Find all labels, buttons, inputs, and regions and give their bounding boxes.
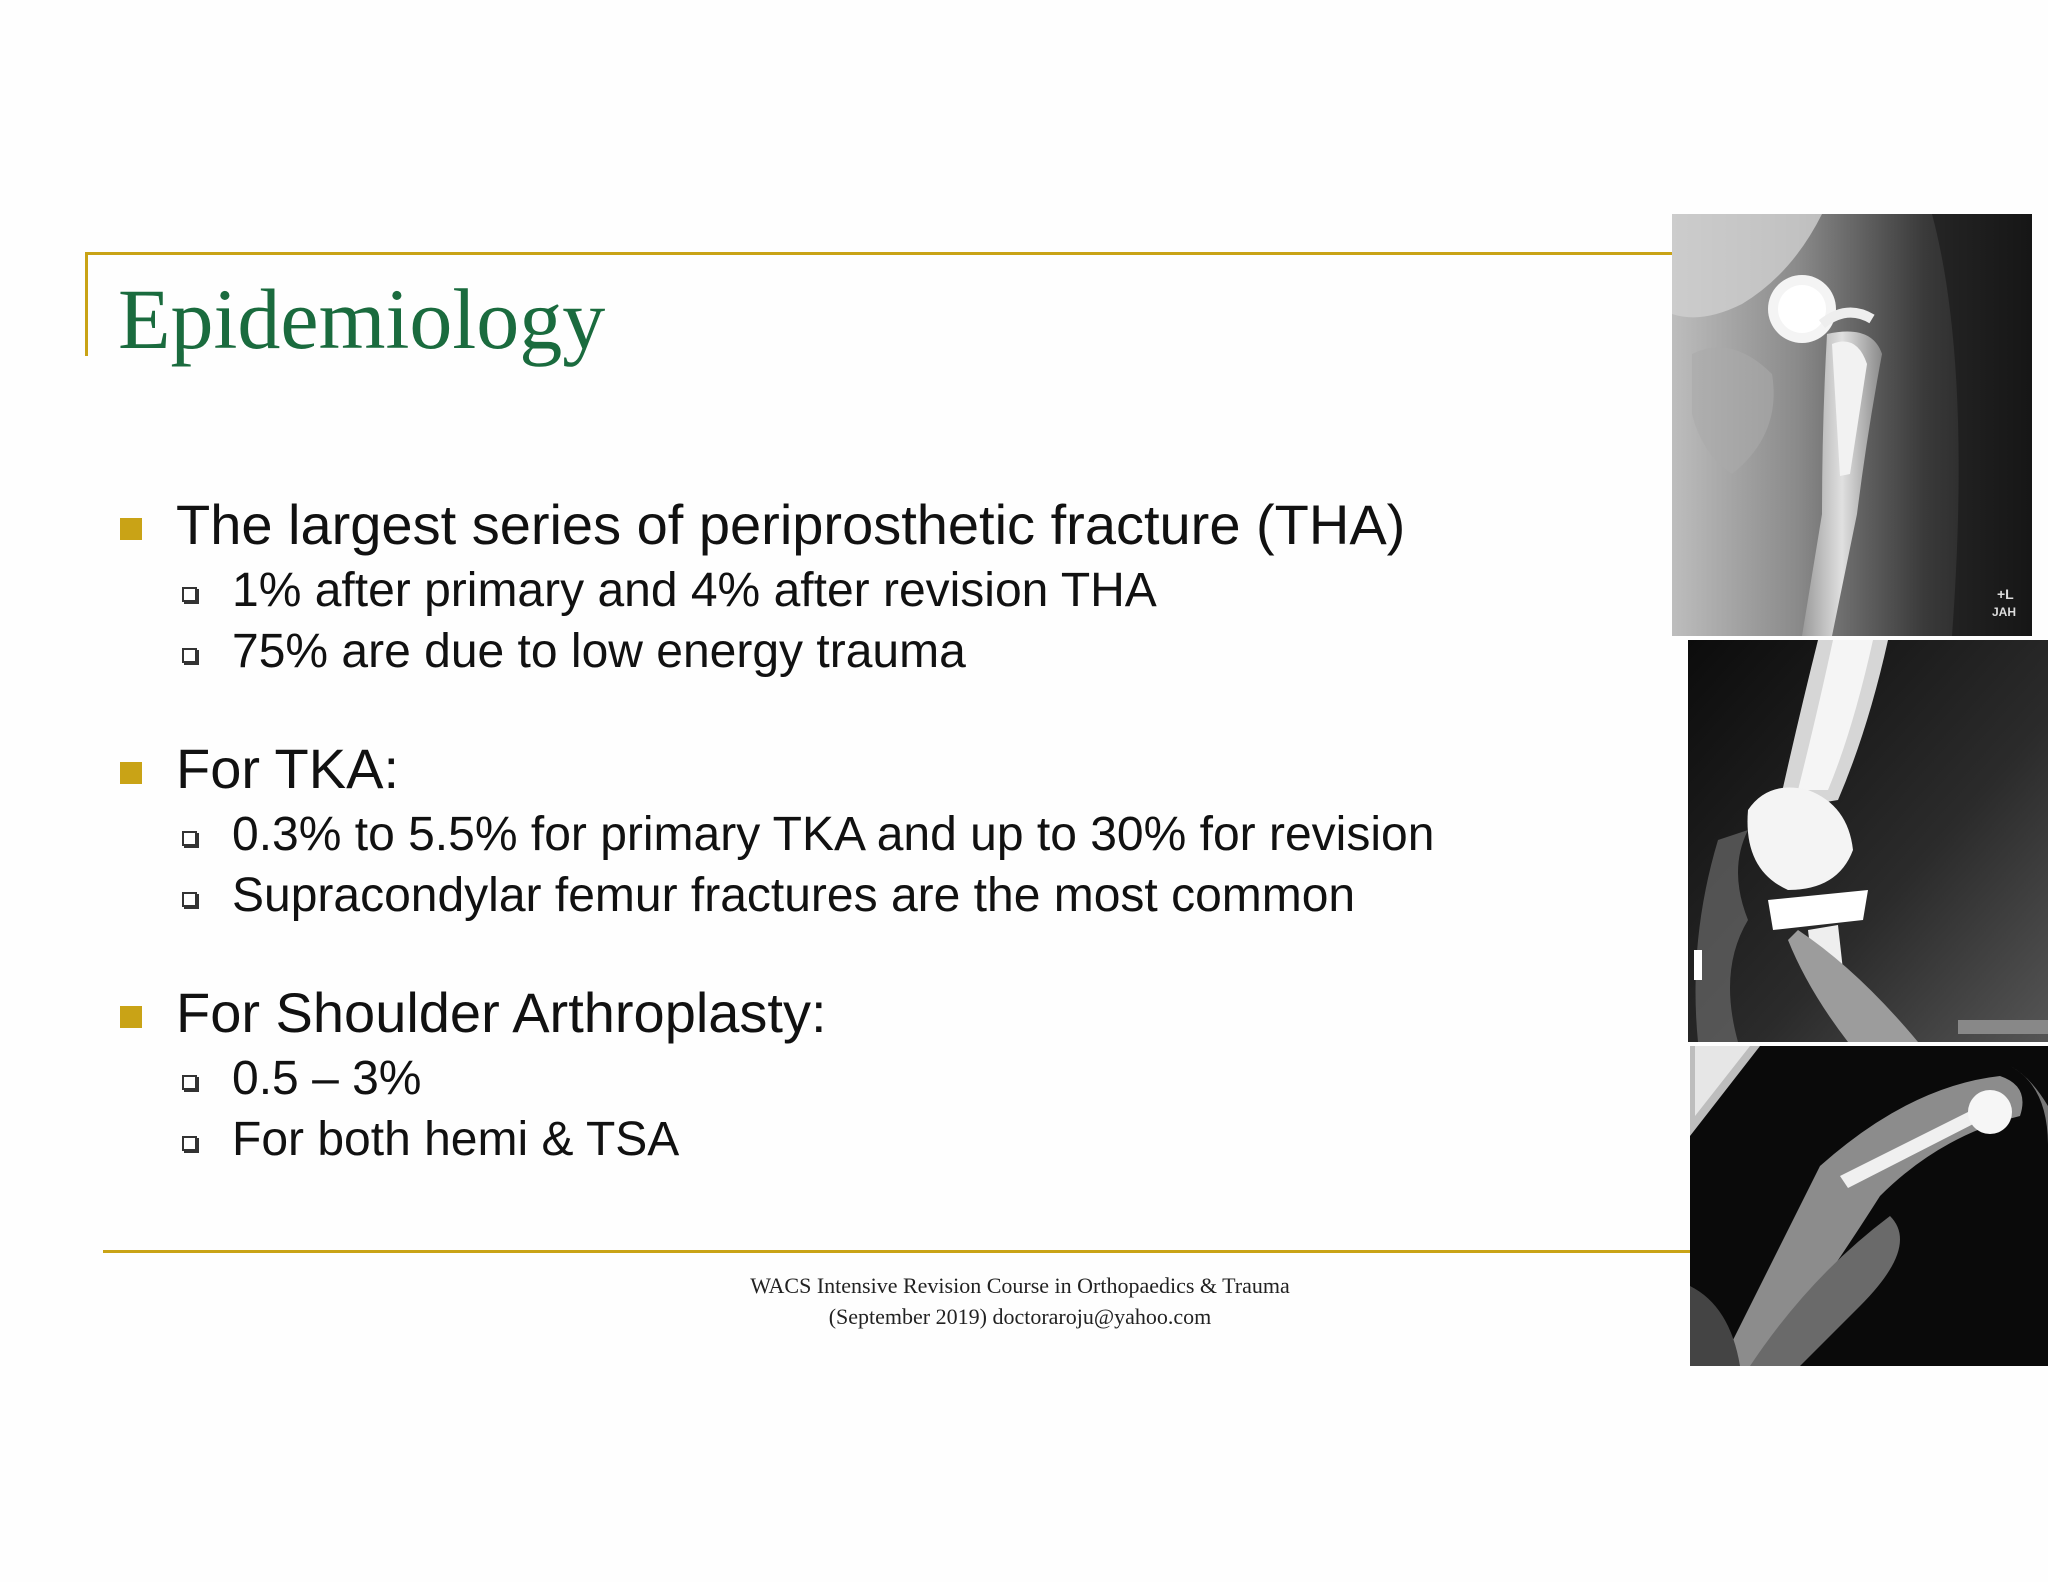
knee-xray-image — [1688, 640, 2048, 1042]
section-tha — [120, 490, 1660, 682]
section-tka — [120, 734, 1660, 926]
sub-bullet-text: 0.3% to 5.5% for primary TKA and up to 30% for revision — [232, 808, 1435, 861]
sub-bullet — [120, 1109, 1660, 1170]
square-bullet-icon — [120, 762, 142, 784]
bullet-heading-text: For TKA: — [176, 737, 400, 800]
square-bullet-icon — [120, 518, 142, 540]
bullet-list — [120, 490, 1660, 1222]
box-bullet-icon — [182, 831, 197, 846]
square-bullet-icon — [120, 1006, 142, 1028]
footer-rule — [103, 1250, 1703, 1253]
sub-bullet — [120, 865, 1660, 926]
bullet-heading-text: The largest series of periprosthetic fracture (THA) — [176, 493, 1406, 556]
bullet-heading — [120, 734, 1660, 804]
sub-bullet — [120, 804, 1660, 865]
bullet-heading — [120, 978, 1660, 1048]
hip-xray-image — [1672, 214, 2032, 636]
box-bullet-icon — [182, 892, 197, 907]
sub-bullet-text: For both hemi & TSA — [232, 1113, 680, 1166]
footer — [640, 1270, 1400, 1332]
box-bullet-icon — [182, 648, 197, 663]
slide-title: Epidemiology — [118, 271, 606, 367]
sub-bullet — [120, 621, 1660, 682]
sub-bullet-text: Supracondylar femur fractures are the most common — [232, 869, 1356, 922]
footer-line-2: (September 2019) doctoraroju@yahoo.com — [828, 1304, 1212, 1329]
frame-top-rule — [85, 252, 1675, 255]
sub-bullet — [120, 560, 1660, 621]
frame-left-rule — [85, 252, 88, 356]
bullet-heading — [120, 490, 1660, 560]
sub-bullet-text: 0.5 – 3% — [232, 1052, 422, 1105]
box-bullet-icon — [182, 1075, 197, 1090]
sub-bullet — [120, 1048, 1660, 1109]
hip-initials-text: JAH — [1992, 605, 2017, 619]
box-bullet-icon — [182, 587, 197, 602]
sub-bullet-text: 75% are due to low energy trauma — [232, 625, 966, 678]
bullet-heading-text: For Shoulder Arthroplasty: — [176, 981, 827, 1044]
section-shoulder — [120, 978, 1660, 1170]
hip-marker-text: +L — [1997, 586, 2014, 602]
sub-bullet-text: 1% after primary and 4% after revision THA — [232, 564, 1157, 617]
box-bullet-icon — [182, 1136, 197, 1151]
shoulder-xray-image — [1690, 1046, 2048, 1366]
footer-line-1: WACS Intensive Revision Course in Orthopaedics & Trauma — [750, 1273, 1290, 1298]
